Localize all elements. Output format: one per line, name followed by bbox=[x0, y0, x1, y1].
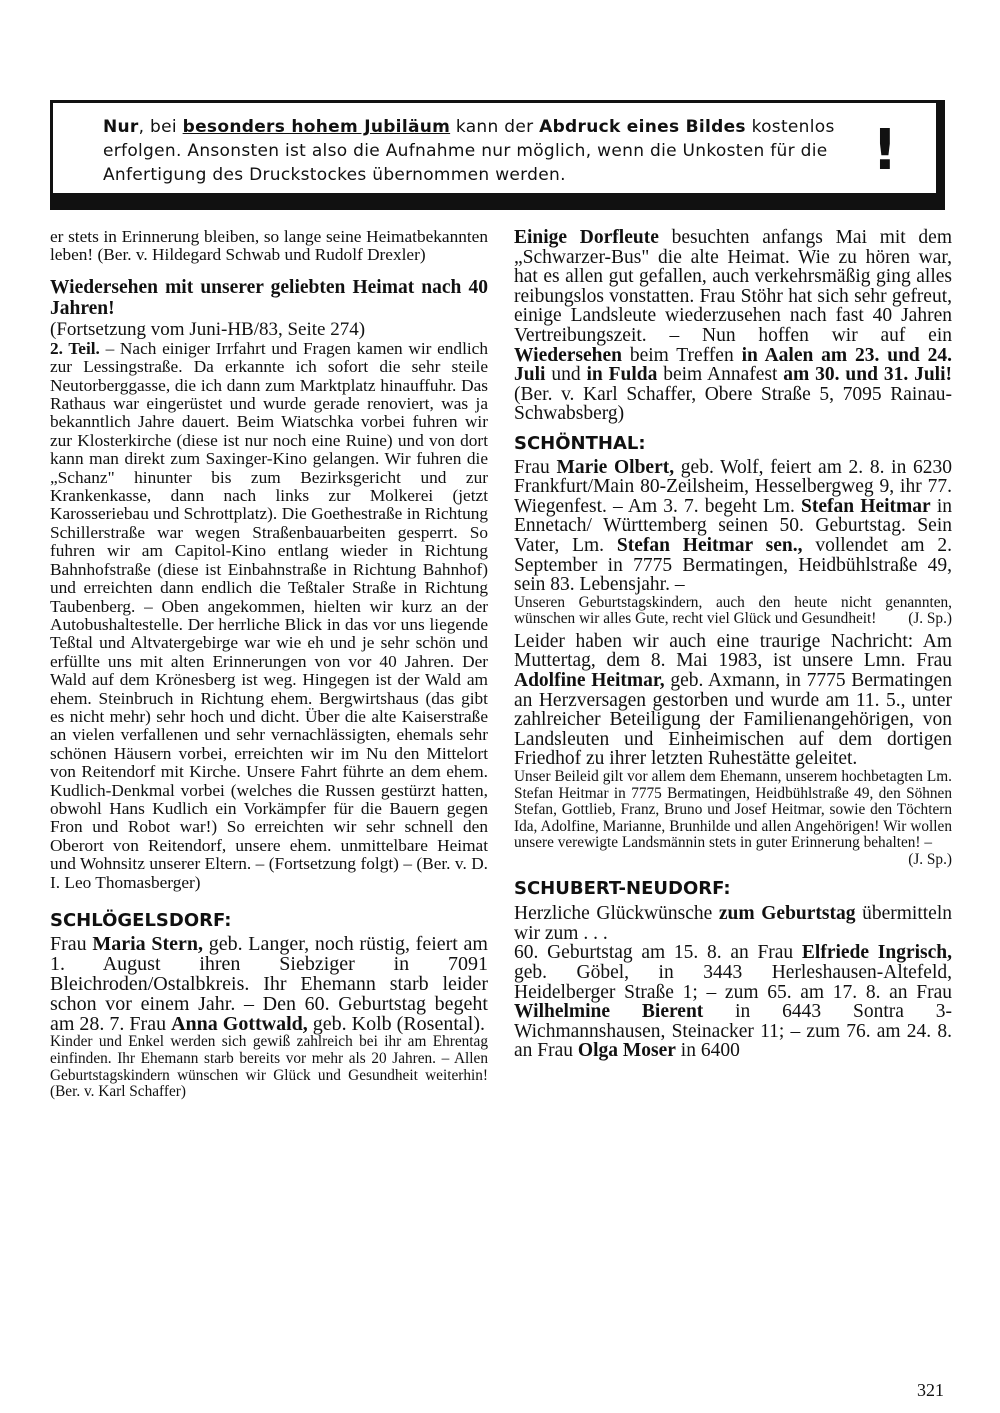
exclamation-mark: ! bbox=[872, 118, 898, 183]
schloegelsdorf-greetings: Kinder und Enkel werden sich gewiß zahlreich bei ihr am Ehrentag einfinden. Ihr Ehemann starb bereits vor mehr als 20 Jahren. – Allen Geburtstagskindern wünschen wir Glück und Gesundheit weiterhin! (Ber. v. Karl Schaffer) bbox=[50, 1033, 488, 1101]
condolence-paragraph: Unser Beileid gilt vor allem dem Ehemann, unserem hochbetagten Lm. Stefan Heitmar in 7775 Bermatingen, Heidbühlstraße 49, den Söhnen Stefan, Gottlieb, Franz, Bruno und Josef Heitmar, sowie den Töchtern Ida, Adolfine, Marianne, Brunhilde und allen Angehörigen! Wir wollen unsere verewigte Landsmännin stets in guter Erinnerung behalten! – (J. Sp.) bbox=[514, 768, 952, 868]
schoenthal-greetings: Unseren Geburtstagskindern, auch den heute nicht genannten, wünschen wir alles Gute, recht viel Glück und Gesundheit! (J. Sp.) bbox=[514, 593, 952, 628]
page-number: 321 bbox=[917, 1380, 944, 1400]
schubert-neudorf-heading: SCHUBERT-NEUDORF: bbox=[514, 877, 731, 899]
image-print-notice bbox=[50, 100, 945, 196]
right-column bbox=[514, 228, 952, 1061]
article-body: 2. Teil. – Nach einiger Irrfahrt und Fragen kamen wir endlich zur Lessingstraße. Da erkannte ich sofort die sehr steile Neutorberggasse, die ich dann zum Marktplatz hinauffuhr. Das Rathaus war eingerüstet und wurde gerade renoviert, was ja bekanntlich Jahre dauert. Beim Wiatschka vorbei fuhren wir zur Klosterkirche (diese ist nur noch eine Ruine) und von dort kann man direkt zum Saxinger-Kino gelangen. Wir fuhren die „Schanz" hinunter bis zum Bezirksgericht und zur Krankenkasse, dann nach links zur Molkerei (jetzt Karosseriebau und Schrottplatz). Die Goethestraße in Richtung Schillerstraße war wegen Straßenbauarbeiten gesperrt. So fuhren wir am Capitol-Kino entlang wieder in Richtung Bahnhofstraße (diese ist Einbahnstraße in Richtung Bahnhof) und erreichten dann endlich die Teßtaler Straße in Richtung Taubenberg. – Oben angekommen, hielten wir kurz an der Autobushaltestelle. Der herrliche Blick in das vor uns liegende Teßtal und Altvatergebirge war wie eh und je sehr schön und erfüllte uns mit alten Erinnerungen von vor 40 Jahren. Der Wald auf dem Krönesberg ist weg. Hingegen ist der Wald am ehem. Steinbruch in Richtung ehem. Bergwirtshaus (das gibt es nicht mehr) sehr hoch und dicht. Über die alte Kaiserstraße an vielen verfallenen und sehr vernachlässigten, ehemals sehr schönen Häusern vorbei, erreichten wir im Nu den Mittelort von Reitendorf mit Kirche. Unsere Fahrt führte an dem ehem. Kudlich-Denkmal vorbei (welches die Russen gestürzt hatten, obwohl Hans Kudlich ein Vorkämpfer für die Bauern gegen Fron und Robot war!) So erreichten wir sehr schnell den Oberort von Reitendorf, unsere ehem. unmittelbare Heimat und Wohnsitz unserer Eltern. – (Fortsetzung folgt) – (Ber. v. D. I. Leo Thomasberger) bbox=[50, 338, 488, 892]
notice-text: Nur, bei besonders hohem Jubiläum kann der Abdruck eines Bildes kostenlos erfolgen. Ansonsten ist also die Aufnahme nur möglich, wenn die Unkosten für die Anfertigung des Druckstockes übernommen werden. bbox=[103, 117, 835, 185]
schoenthal-paragraph: Frau Marie Olbert, geb. Wolf, feiert am 2. 8. in 6230 Frankfurt/Main 80-Zeilsheim, Hesselbergweg 9, ihr 77. Wiegenfest. – Am 3. 7. begeht Lm. Stefan Heitmar in Ennetach/ Württemberg seinen 50. Geburtstag. Sein Vater, Lm. Stefan Heitmar sen., vollendet am 2. September in 7775 Bermatingen, Heidbühlstraße 49, sein 83. Lebensjahr. – bbox=[514, 456, 953, 596]
signature: (J. Sp.) bbox=[908, 610, 952, 628]
schubert-neudorf-birthdays: 60. Geburtstag am 15. 8. an Frau Elfriede Ingrisch, geb. Göbel, in 3443 Herleshausen-Altefeld, Heidelberger Straße 1; – zum 65. am 17. 8. an Frau Wilhelmine Bierent in 6443 Sontra 3-Wichmannshausen, Steinacker 11; – zum 76. am 24. 8. an Frau Olga Moser in 6400 bbox=[514, 942, 952, 1062]
obituary-paragraph: Leider haben wir auch eine traurige Nachricht: Am Muttertag, dem 8. Mai 1983, ist unsere Lmn. Frau Adolfine Heitmar, geb. Axmann, in 7775 Bermatingen an Herzversagen gestorben und wurde am 11. 5., unter zahlreicher Beteiligung der Familienangehörigen, von Landsleuten und Einheimischen auf dem dortigen Friedhof zu ihrer letzten Ruhestätte geleitet. bbox=[514, 630, 952, 770]
dorfleute-paragraph: Einige Dorfleute besuchten anfangs Mai mit dem „Schwarzer-Bus" die alte Heimat. Wie zu hören war, hat es allen gut gefallen, auch verkehrsmäßig ging alles reibungslos vonstatten. Frau Stöhr hat sich sehr gefreut, einige Landsleute wiederzusehen nach fast 40 Jahren Vertreibungszeit. – Nun hoffen wir auf ein Wiedersehen beim Treffen in Aalen am 23. und 24. Juli und in Fulda beim Annafest am 30. und 31. Juli! (Ber. v. Karl Schaffer, Obere Straße 5, 7095 Rainau-Schwabsberg) bbox=[514, 227, 953, 425]
article-subtitle: (Fortsetzung vom Juni-HB/83, Seite 274) bbox=[50, 318, 366, 340]
schloegelsdorf-paragraph: Frau Maria Stern, geb. Langer, noch rüstig, feiert am 1. August ihren Siebziger in 7091 Bleichroden/Ostalbkreis. Ihr Ehemann starb leider schon vor einem Jahr. – Den 60. Geburtstag begeht am 28. 7. Frau Anna Gottwald, geb. Kolb (Rosental). bbox=[50, 933, 488, 1036]
article-title: Wiedersehen mit unserer geliebten Heimat nach 40 Jahren! bbox=[50, 276, 488, 319]
schloegelsdorf-heading: SCHLÖGELSDORF: bbox=[50, 910, 232, 931]
left-column bbox=[50, 228, 488, 1101]
schoenthal-heading: SCHÖNTHAL: bbox=[514, 432, 646, 454]
divider-bar bbox=[50, 196, 945, 210]
intro-paragraph: er stets in Erinnerung bleiben, so lange seine Heimatbekannten leben! (Ber. v. Hildegard Schwab und Rudolf Drexler) bbox=[50, 227, 488, 265]
signature: (J. Sp.) bbox=[908, 851, 952, 868]
schubert-neudorf-intro: Herzliche Glückwünsche zum Geburtstag übermitteln wir zum . . . bbox=[514, 903, 952, 944]
